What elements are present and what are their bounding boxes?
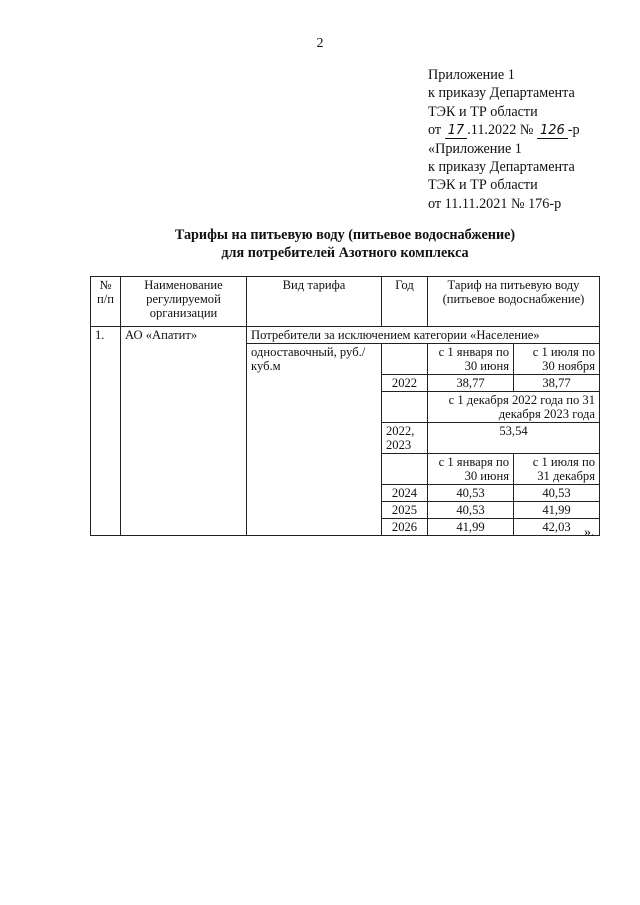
closing-quote: ». (584, 525, 595, 540)
document-title (90, 226, 600, 262)
table-header-row (91, 277, 600, 327)
year-cell: 2022 (382, 375, 428, 392)
header-tariff: Тариф на питьевую воду (питьевое водоснабжение) (428, 277, 600, 327)
handwritten-number: 126 (537, 123, 568, 139)
period-cell: с 1 июля по 31 декабря (514, 454, 600, 485)
year-cell: 2026 (382, 519, 428, 536)
value-cell: 40,53 (514, 485, 600, 502)
tariff-type: одноставочный, руб./куб.м (247, 344, 382, 536)
year-cell: 2022, 2023 (382, 423, 428, 454)
prev-appendix-line: ТЭК и ТР области (428, 177, 538, 194)
value-cell: 40,53 (428, 485, 514, 502)
row-number: 1. (91, 327, 121, 536)
period-cell: с 1 июля по 30 ноября (514, 344, 600, 375)
prev-appendix-line: «Приложение 1 (428, 140, 522, 157)
prev-appendix-line: от 11.11.2021 № 176-р (428, 195, 562, 212)
year-cell-empty (382, 344, 428, 375)
header-type: Вид тарифа (247, 277, 382, 327)
order-line (428, 121, 580, 139)
year-cell: 2024 (382, 485, 428, 502)
value-cell: 38,77 (514, 375, 600, 392)
title-line-1: Тарифы на питьевую воду (питьевое водоснабжение) (174, 227, 516, 243)
year-cell-empty (382, 454, 428, 485)
order-suffix: -р (567, 122, 580, 139)
value-cell: 38,77 (428, 375, 514, 392)
header-num: № п/п (91, 277, 121, 327)
year-cell-empty (382, 392, 428, 423)
page-number: 2 (316, 36, 324, 51)
order-prefix: от (428, 122, 445, 139)
header-year: Год (382, 277, 428, 327)
value-cell: 42,03 (514, 519, 600, 536)
appendix-line: ТЭК и ТР области (428, 103, 538, 120)
consumer-category: Потребители за исключением категории «Население» (247, 327, 600, 344)
order-mid: .11.2022 № (467, 122, 537, 139)
period-cell: с 1 января по 30 июня (428, 344, 514, 375)
period-cell: с 1 декабря 2022 года по 31 декабря 2023 года (428, 392, 600, 423)
value-cell: 53,54 (428, 423, 600, 454)
handwritten-day: 17 (445, 123, 468, 139)
period-cell: с 1 января по 30 июня (428, 454, 514, 485)
appendix-line: Приложение 1 (428, 67, 515, 83)
header-org: Наименование регулируемой организации (121, 277, 247, 327)
appendix-line: к приказу Департамента (428, 85, 575, 102)
prev-appendix-line: к приказу Департамента (428, 158, 575, 175)
value-cell: 41,99 (428, 519, 514, 536)
appendix-block (428, 66, 580, 213)
value-cell: 41,99 (514, 502, 600, 519)
year-cell: 2025 (382, 502, 428, 519)
table-row (91, 327, 600, 344)
title-line-2: для потребителей Азотного комплекса (221, 245, 469, 261)
organization-name: АО «Апатит» (121, 327, 247, 536)
tariff-table (90, 276, 600, 536)
value-cell: 40,53 (428, 502, 514, 519)
